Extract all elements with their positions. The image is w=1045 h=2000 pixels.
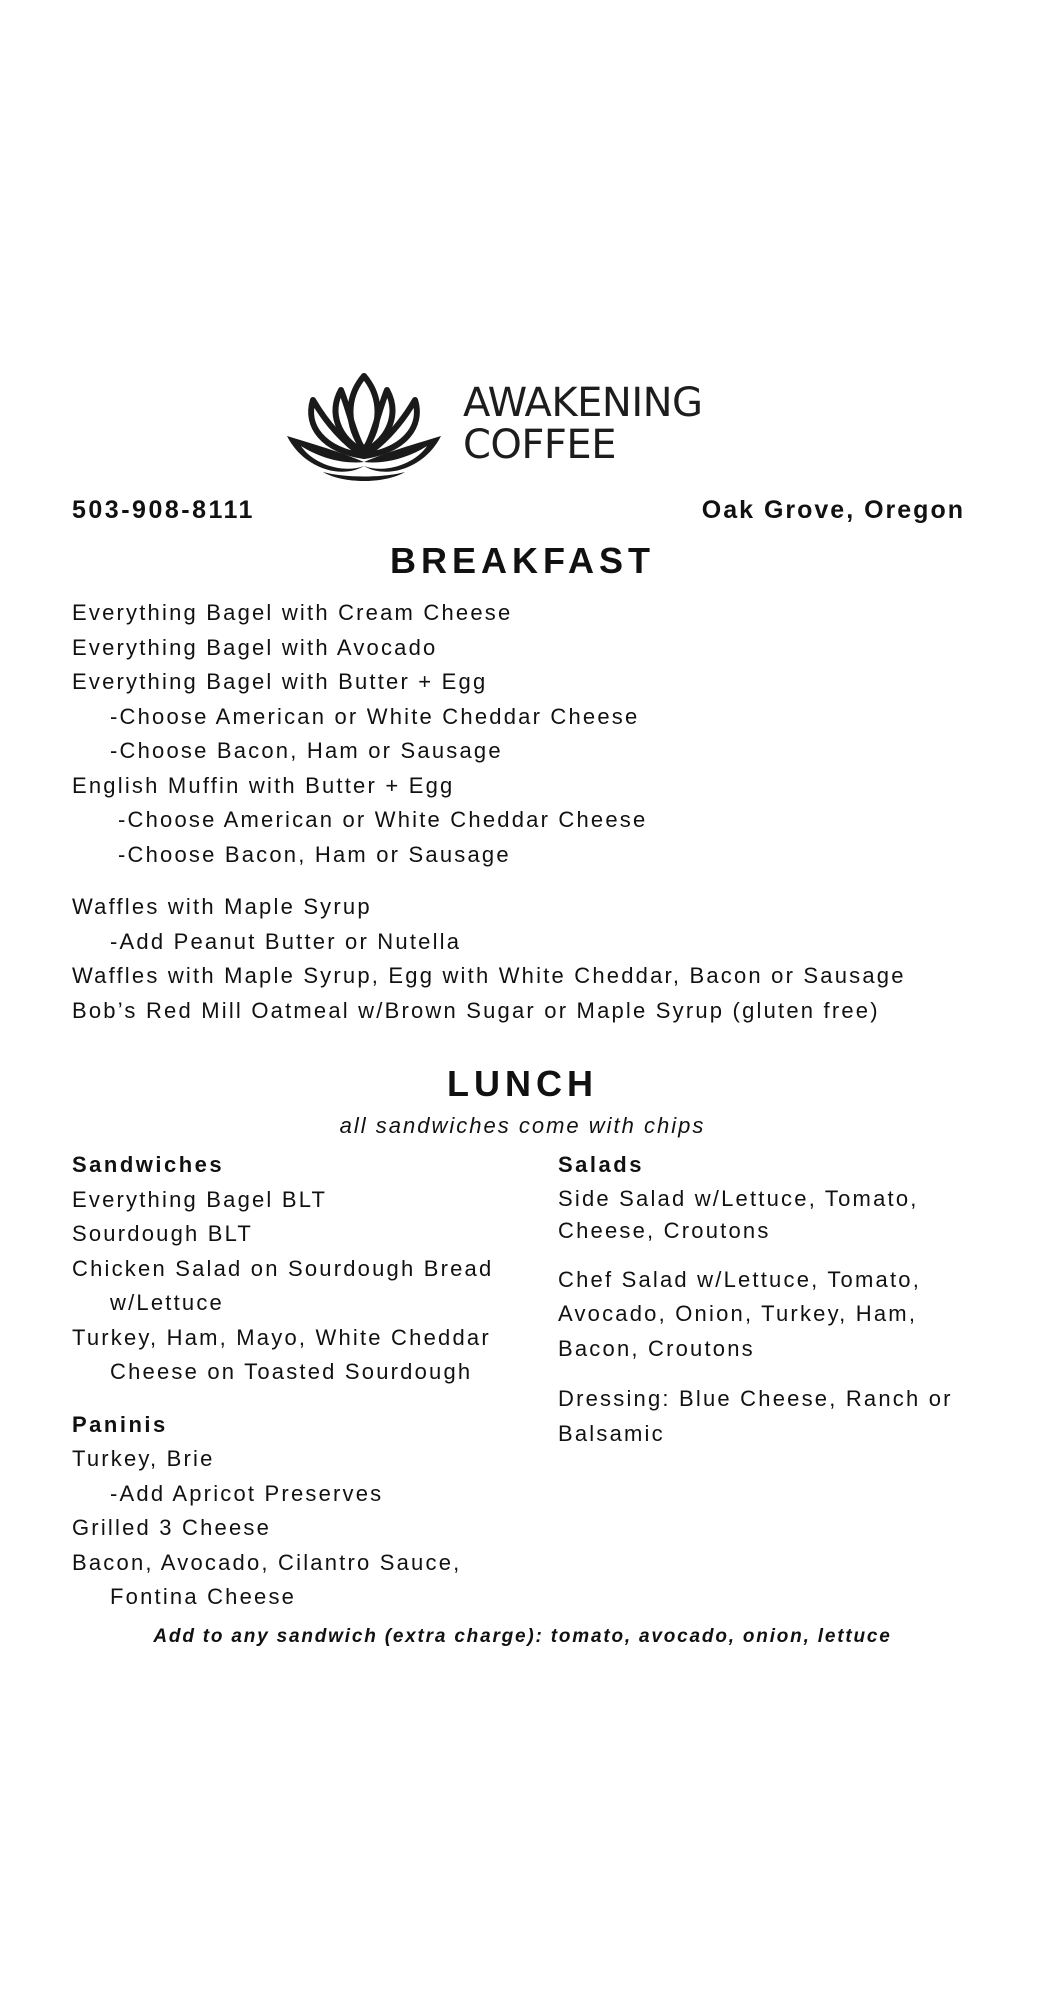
list-item: Chef Salad w/Lettuce, Tomato, Avocado, Onion, Turkey, Ham, Bacon, Croutons <box>558 1266 922 1361</box>
list-item-option: -Choose American or White Cheddar Cheese <box>118 807 648 832</box>
salads-heading: Salads <box>558 1152 644 1177</box>
list-item: Grilled 3 Cheese <box>72 1515 272 1540</box>
lunch-subtitle: all sandwiches come with chips <box>339 1113 706 1138</box>
brand-line-2: COFFEE <box>463 422 616 468</box>
logo <box>283 372 703 482</box>
list-item: Sourdough BLT <box>72 1221 254 1246</box>
list-item: Everything Bagel with Avocado <box>72 634 438 660</box>
list-item: Chicken Salad on Sourdough Bread w/Lettuce <box>72 1255 494 1315</box>
list-item: Dressing: Blue Cheese, Ranch or Balsamic <box>558 1386 953 1446</box>
list-item-option: -Add Peanut Butter or Nutella <box>110 928 462 954</box>
lunch-right-column <box>558 1148 1028 1451</box>
addon-note: Add to any sandwich (extra charge): tomato, avocado, onion, lettuce <box>153 1626 892 1647</box>
paninis-heading: Paninis <box>72 1411 168 1437</box>
list-item: Bacon, Avocado, Cilantro Sauce, Fontina Cheese <box>72 1549 462 1609</box>
list-item: Waffles with Maple Syrup <box>72 894 372 919</box>
brand-name <box>463 382 703 466</box>
breakfast-list-waffles <box>72 890 906 1028</box>
list-item: Turkey, Ham, Mayo, White Cheddar Cheese on Toasted Sourdough <box>72 1324 491 1384</box>
phone-number: 503-908-8111 <box>72 496 255 524</box>
list-item: Waffles with Maple Syrup, Egg with White Cheddar, Bacon or Sausage <box>72 963 906 988</box>
breakfast-list-main <box>72 596 647 872</box>
list-item: English Muffin with Butter + Egg <box>72 772 455 798</box>
list-item: Bob’s Red Mill Oatmeal w/Brown Sugar or Maple Syrup (gluten free) <box>72 997 880 1023</box>
list-item: Everything Bagel BLT <box>72 1186 328 1212</box>
breakfast-title: BREAKFAST <box>389 540 655 581</box>
lunch-left-column <box>72 1148 542 1615</box>
list-item-option: -Choose Bacon, Ham or Sausage <box>110 738 503 763</box>
lunch-title: LUNCH <box>447 1063 598 1104</box>
list-item: Everything Bagel with Butter + Egg <box>72 669 488 694</box>
list-item: Side Salad w/Lettuce, Tomato, Cheese, Croutons <box>558 1185 919 1243</box>
list-item-option: -Choose Bacon, Ham or Sausage <box>118 841 511 867</box>
lotus-icon <box>283 372 445 482</box>
brand-line-1: AWAKENING <box>463 380 703 426</box>
sandwiches-heading: Sandwiches <box>72 1152 225 1177</box>
list-item-option: -Add Apricot Preserves <box>110 1480 384 1506</box>
location: Oak Grove, Oregon <box>701 496 965 524</box>
list-item: Everything Bagel with Cream Cheese <box>72 600 513 625</box>
list-item-option: -Choose American or White Cheddar Cheese <box>110 703 640 729</box>
list-item: Turkey, Brie <box>72 1446 215 1471</box>
